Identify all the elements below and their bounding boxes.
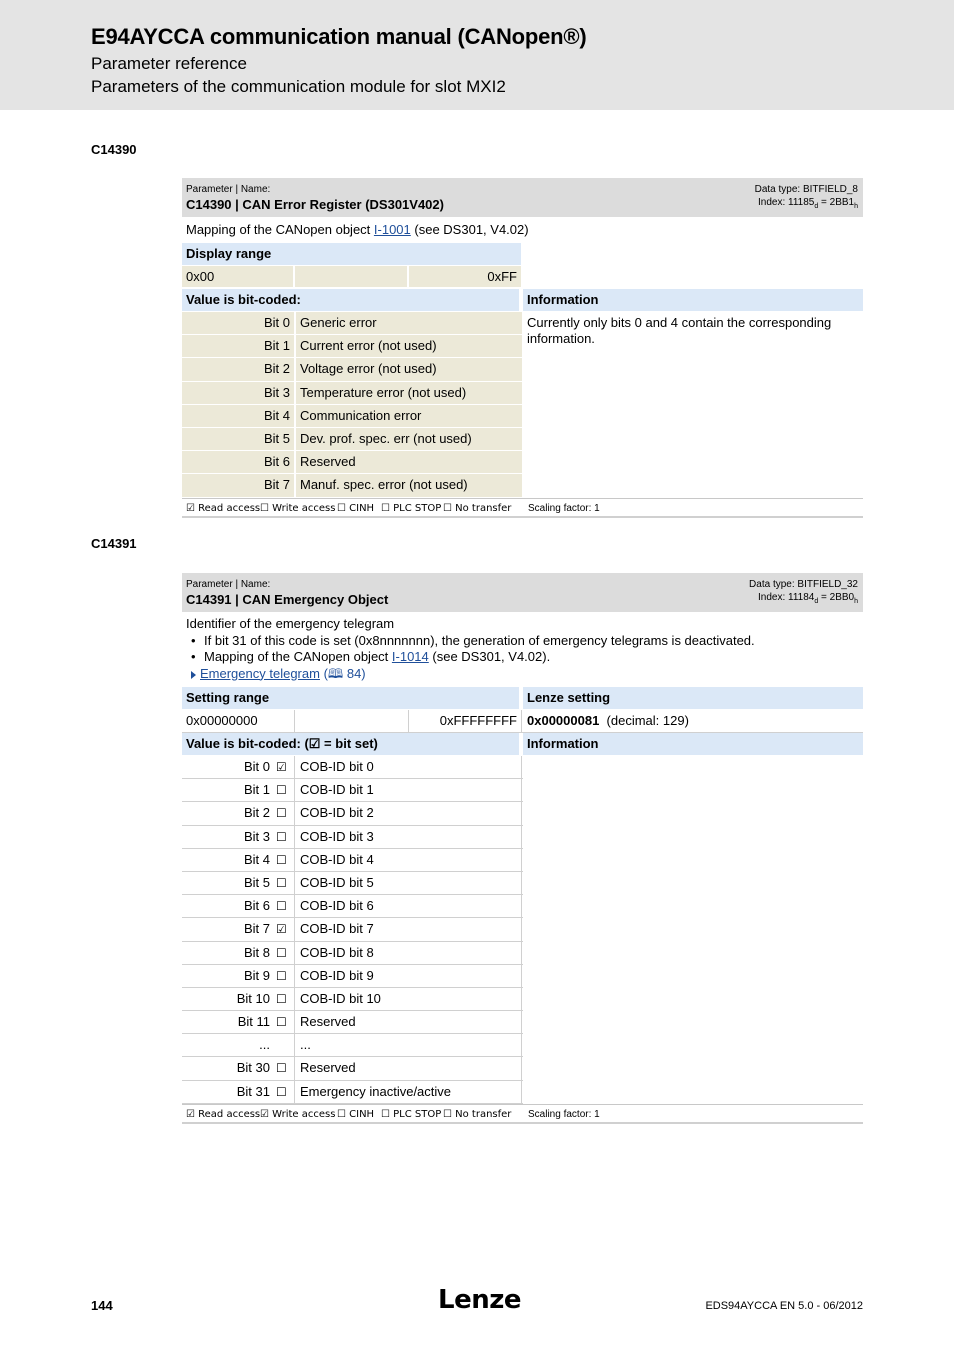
bit-row — [182, 428, 523, 451]
bit-number: Bit 2 ☐ — [182, 802, 295, 824]
bit-set-checkbox: ☐ — [276, 1015, 287, 1030]
bit-description: Dev. prof. spec. err (not used) — [296, 428, 522, 450]
bit-description: COB-ID bit 5 — [296, 872, 522, 894]
bit-row — [182, 988, 523, 1011]
bit-description: COB-ID bit 0 — [296, 756, 522, 778]
bit-description: Temperature error (not used) — [296, 382, 522, 404]
bit-set-checkbox: ☐ — [276, 875, 287, 890]
bit-number: Bit 3 — [182, 382, 295, 404]
cross-reference: Emergency telegram (🕮 84) — [186, 666, 859, 683]
bit-description: COB-ID bit 3 — [296, 826, 522, 848]
bit-set-checkbox: ☑ — [276, 760, 287, 774]
bit-set-checkbox: ☐ — [276, 783, 287, 798]
bit-row — [182, 918, 523, 941]
param-index: Index: $11185_d = 2BB1_h$ — [757, 197, 858, 210]
bit-number: Bit 10 ☐ — [182, 988, 295, 1010]
param-description: Identifier of the emergency telegram • If bit 31 of this code is set (0x8nnnnnnn), the generation of emergency telegrams is deactivated. • Mapping of the CANopen object I-1014 (see DS301, V4.02). Emergency telegram (🕮 84) — [182, 613, 863, 687]
bit-row — [182, 965, 523, 988]
bit-set-checkbox: ☐ — [276, 852, 287, 867]
bit-number: Bit 9 ☐ — [182, 965, 295, 987]
bullet-item: • Mapping of the CANopen object I-1014 (see DS301, V4.02). — [186, 649, 859, 666]
code-label-c14391: C14391 — [91, 536, 137, 551]
bit-set-checkbox: ☐ — [276, 806, 287, 821]
bit-description: Manuf. spec. error (not used) — [296, 474, 522, 496]
bit-set-checkbox: ☐ — [276, 991, 287, 1006]
param-name-label: Parameter | Name: — [186, 579, 271, 590]
bit-row — [182, 1057, 523, 1080]
bit-number: Bit 6 — [182, 451, 295, 473]
bit-row — [182, 849, 523, 872]
param-name-label: Parameter | Name: — [186, 184, 271, 195]
bit-number: Bit 31 ☐ — [182, 1081, 295, 1103]
bit-description: Generic error — [296, 312, 522, 334]
bit-description: COB-ID bit 4 — [296, 849, 522, 871]
lenze-setting-value: 0x00000081 (decimal: 129) — [527, 713, 689, 728]
object-link[interactable]: I-1001 — [373, 222, 411, 237]
bit-row — [182, 872, 523, 895]
bit-description: COB-ID bit 6 — [296, 895, 522, 917]
object-link[interactable]: I-1014 — [391, 649, 429, 664]
setting-range-header: Setting range Lenze setting — [182, 687, 863, 710]
bit-row — [182, 335, 523, 358]
bit-row — [182, 474, 523, 497]
bit-number: Bit 0 — [182, 312, 295, 334]
bit-row — [182, 1034, 523, 1057]
bit-list — [182, 312, 863, 498]
bit-row — [182, 1081, 523, 1104]
emergency-telegram-link[interactable]: Emergency telegram — [200, 665, 320, 681]
access-footer: ☑ Read access ☑ Write access ☐ CINH ☐ PLC STOP ☐ No transfer Scaling factor: 1 — [182, 1104, 863, 1124]
bit-number: Bit 2 — [182, 358, 295, 380]
bit-row — [182, 1011, 523, 1034]
bit-set-checkbox: ☐ — [276, 945, 287, 960]
bit-row — [182, 358, 523, 381]
bit-row — [182, 895, 523, 918]
bit-set-checkbox: ☑ — [276, 922, 287, 937]
bit-number: Bit 5 — [182, 428, 295, 450]
data-type: Data type: BITFIELD_32 — [749, 579, 858, 590]
bit-number: Bit 7 ☑ — [182, 918, 295, 940]
bit-number: Bit 7 — [182, 474, 295, 496]
bit-row — [182, 942, 523, 965]
range-max: 0xFFFFFFFF — [409, 710, 522, 732]
page-number: 144 — [91, 1298, 113, 1313]
bit-description: Reserved — [296, 1011, 522, 1033]
setting-range-row — [182, 710, 863, 733]
bitcoded-header: Value is bit-coded: (☑ = bit set) Information — [182, 733, 863, 756]
access-footer: ☑ Read access ☐ Write access ☐ CINH ☐ PLC STOP ☐ No transfer Scaling factor: 1 — [182, 498, 863, 518]
bit-description: Communication error — [296, 405, 522, 427]
param-index: Index: $11184_d = 2BB0_h$ — [757, 592, 858, 605]
bit-set-checkbox: ☐ — [276, 968, 287, 983]
bit-number: Bit 6 ☐ — [182, 895, 295, 917]
bit-description: Reserved — [296, 1057, 522, 1079]
document-id: EDS94AYCCA EN 5.0 - 06/2012 — [705, 1300, 863, 1312]
param-description: Mapping of the CANopen object I-1001 (see DS301, V4.02) — [186, 222, 529, 237]
info-text: Currently only bits 0 and 4 contain the corresponding information. — [527, 315, 832, 346]
display-range-row — [182, 266, 863, 289]
bit-set-checkbox: ☐ — [276, 1061, 287, 1076]
bit-description: COB-ID bit 8 — [296, 942, 522, 964]
document-title: E94AYCCA communication manual (CANopen®) — [91, 24, 587, 49]
range-max: 0xFF — [409, 266, 521, 287]
bit-row — [182, 756, 523, 779]
bit-row — [182, 802, 523, 825]
bit-number: Bit 3 ☐ — [182, 826, 295, 848]
param-header — [182, 573, 863, 613]
bit-description: Reserved — [296, 451, 522, 473]
bit-description: ... — [296, 1034, 522, 1056]
bit-number: Bit 4 ☐ — [182, 849, 295, 871]
bit-number: ... — [182, 1034, 295, 1056]
display-range-header: Display range — [182, 243, 863, 266]
page-header — [0, 0, 954, 110]
chapter-title: Parameter reference — [91, 54, 247, 73]
bit-number: Bit 1 ☐ — [182, 779, 295, 801]
range-min: 0x00 — [182, 266, 294, 287]
range-min: 0x00000000 — [182, 710, 295, 732]
lenze-logo: Lenze — [438, 1285, 521, 1315]
bitcoded-header: Value is bit-coded: Information — [182, 289, 863, 312]
bit-number: Bit 11 ☐ — [182, 1011, 295, 1033]
bit-description: COB-ID bit 9 — [296, 965, 522, 987]
bit-number: Bit 1 — [182, 335, 295, 357]
bit-number: Bit 5 ☐ — [182, 872, 295, 894]
bit-number: Bit 8 ☐ — [182, 942, 295, 964]
param-name: C14391 | CAN Emergency Object — [186, 592, 389, 607]
bit-row — [182, 312, 523, 335]
bit-number: Bit 0 ☑ — [182, 756, 295, 778]
bit-row — [182, 382, 523, 405]
bit-description: COB-ID bit 1 — [296, 779, 522, 801]
bit-description: Emergency inactive/active — [296, 1081, 522, 1103]
code-label-c14390: C14390 — [91, 142, 137, 157]
bullet-item: • If bit 31 of this code is set (0x8nnnnnnn), the generation of emergency telegrams is deactivated. — [186, 633, 859, 650]
bit-number: Bit 4 — [182, 405, 295, 427]
bit-description: COB-ID bit 2 — [296, 802, 522, 824]
data-type: Data type: BITFIELD_8 — [754, 184, 858, 195]
param-table-c14391 — [182, 573, 863, 1124]
bit-description: Current error (not used) — [296, 335, 522, 357]
param-table-c14390 — [182, 178, 863, 518]
bit-description: COB-ID bit 7 — [296, 918, 522, 940]
bit-list — [182, 756, 863, 1104]
section-title: Parameters of the communication module for slot MXI2 — [91, 77, 506, 96]
bit-set-checkbox: ☐ — [276, 1084, 287, 1099]
bit-row — [182, 451, 523, 474]
bit-set-checkbox: ☐ — [276, 829, 287, 844]
bit-set-checkbox: ☐ — [276, 899, 287, 914]
bit-description: Voltage error (not used) — [296, 358, 522, 380]
bit-number: Bit 30 ☐ — [182, 1057, 295, 1079]
param-name: C14390 | CAN Error Register (DS301V402) — [186, 197, 444, 212]
bit-row — [182, 405, 523, 428]
bit-description: COB-ID bit 10 — [296, 988, 522, 1010]
bit-row — [182, 779, 523, 802]
bit-row — [182, 826, 523, 849]
param-header — [182, 178, 863, 218]
